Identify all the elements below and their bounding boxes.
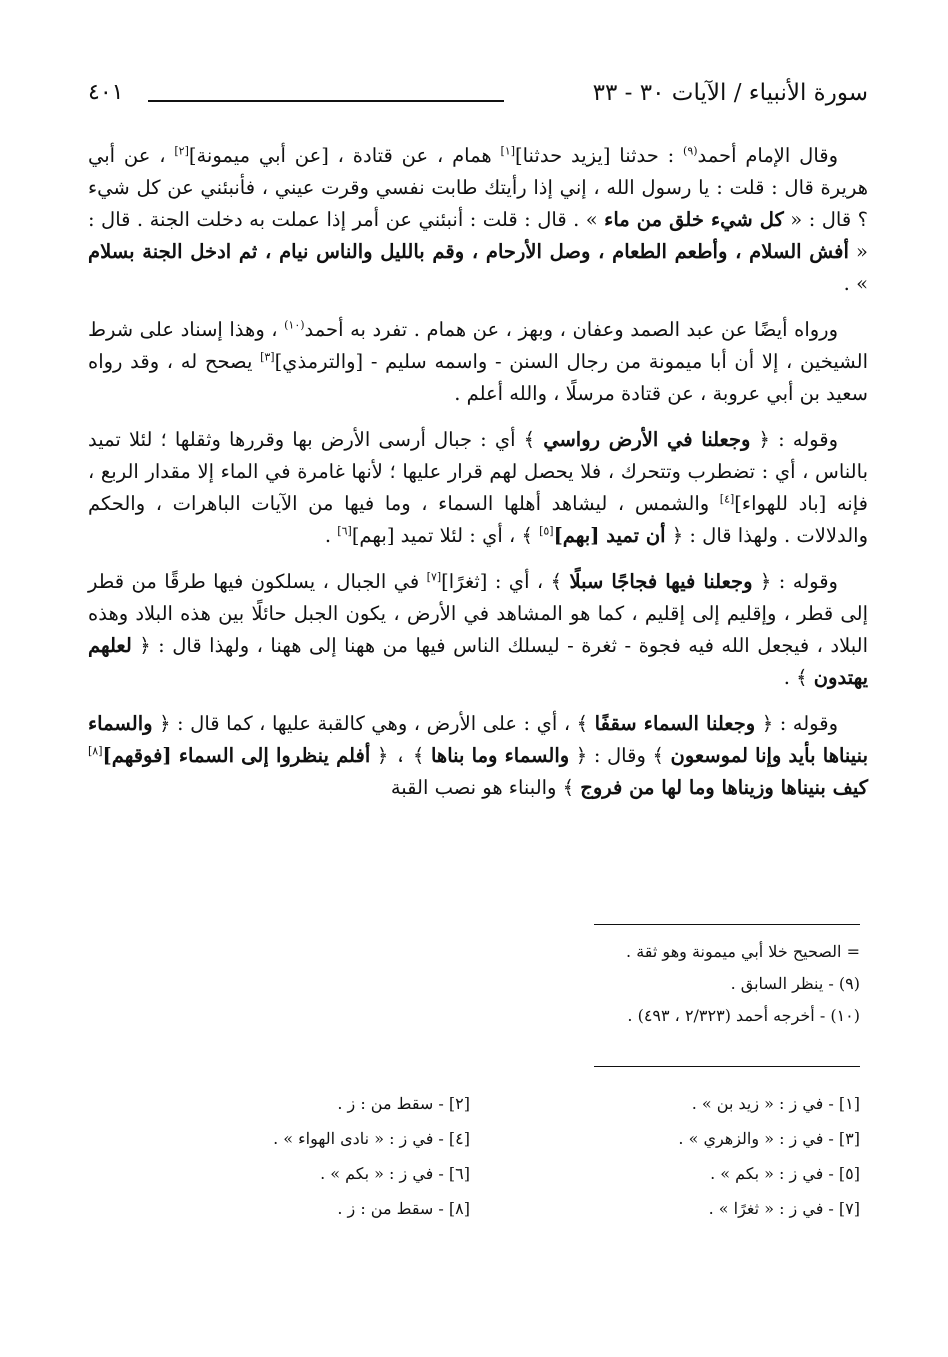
footnote-ref: (٩)	[683, 144, 698, 158]
text-span: ﴾ ، أي : [ثغرًا]	[441, 570, 570, 593]
footnote-line: (٩) - ينظر السابق .	[730, 974, 860, 993]
footnotes	[80, 936, 860, 1032]
text-span: يصحح له ، وقد رواه سعيد بن أبي عروبة ، عن قتادة مرسلًا ، والله أعلم .	[88, 350, 868, 405]
text-span: : حدثنا [يزيد حدثنا]	[515, 144, 684, 167]
quran-quote: لعلهم يهتدون	[88, 634, 868, 689]
variant-ref: [٣]	[260, 350, 275, 364]
variant-ref: [٤]	[719, 492, 735, 506]
text-span: ﴾ ، ﴿	[370, 744, 431, 767]
text-span: ﴾ .	[783, 666, 814, 689]
page-number: ٤٠١	[88, 80, 124, 105]
variant-note: [٧] - في ز : « ثغرًا » .	[708, 1199, 860, 1218]
variant-ref: [٥]	[539, 524, 554, 538]
text-span: » . قال : قلت : أنبئني عن أمر إذا عملت به دخلت الجنة . قال : «	[88, 208, 868, 263]
footnote-ref: (١٠)	[284, 318, 305, 332]
variants-rule	[594, 1066, 860, 1067]
hadith-quote: أفش السلام ، وأطعم الطعام ، وصل الأرحام ، وقم بالليل والناس نيام ، ثم ادخل الجنة بسلام	[88, 240, 849, 263]
quran-quote: كيف بنيناها وزيناها وما لها من فروج	[580, 776, 868, 799]
footnotes-rule	[594, 924, 860, 925]
text-span: ورواه أيضًا عن عبد الصمد وعفان ، وبهز ، عن همام . تفرد به أحمد	[304, 318, 838, 341]
text-span: ﴾ وقال : ﴿	[569, 744, 671, 767]
text-span: وقال الإمام أحمد	[697, 144, 839, 167]
text-span: وقوله : ﴿	[752, 570, 838, 593]
text-span: ﴾ أي : جبال أرسى الأرض بها وقررها وثقلها ؛ لئلا تميد بالناس ، أي : تضطرب وتتحرك ، فلا يحصل لهم قرار عليها ؛ لأنها غامرة في الماء إلا مقدار الربع ، فإنه [باد للهواء]	[88, 428, 868, 515]
text-span: همام ، عن قتادة ، [عن أبي ميمونة]	[188, 144, 501, 167]
page-header	[88, 80, 868, 120]
hadith-quote: كل شيء خلق من ماء	[604, 208, 784, 231]
surah-title: سورة الأنبياء / الآيات ٣٠ - ٣٣	[592, 80, 868, 106]
text-span: في الجبال ، يسلكون فيها طرقًا من قطر إلى قطر ، وإقليم إلى إقليم ، كما هو المشاهد في الأرض ، يكون الجبل حائلًا بين هذه البلاد وهذه البلاد ، فيجعل الله فيه فجوة - ثغرة - ليسلك الناس فيها من ههنا إلى ههنا ، ولهذا قال : ﴿	[88, 570, 868, 657]
quran-quote: وجعلنا في الأرض رواسي	[543, 428, 751, 451]
variant-row	[80, 1156, 860, 1191]
text-span: ، وهذا إسناد على شرط الشيخين ، إلا أن أبا ميمونة من رجال السنن - واسمه سليم - [والترمذي]	[88, 318, 868, 373]
variant-ref: [١]	[500, 144, 515, 158]
variant-note: [٥] - في ز : « بكم » .	[710, 1164, 860, 1183]
paragraph-hadith	[88, 140, 868, 300]
text-span: ﴾ ، أي : لئلا تميد [بهم]	[351, 524, 540, 547]
paragraph-isnad	[88, 314, 868, 410]
variant-note: [٤] - في ز : « نادى الهواء » .	[273, 1129, 470, 1148]
variant-ref: [٨]	[88, 744, 103, 758]
paragraph-sky	[88, 708, 868, 804]
variant-note: [٨] - سقط من : ز .	[337, 1199, 470, 1218]
main-text	[88, 140, 868, 818]
paragraph-mountains	[88, 424, 868, 552]
quran-quote: والسماء وما بناها	[430, 744, 570, 767]
variant-note: [٣] - في ز : « والزهري » .	[678, 1129, 860, 1148]
variant-ref: [٧]	[426, 570, 442, 584]
variant-note: [٢] - سقط من : ز .	[337, 1094, 470, 1113]
variant-note: [٦] - في ز : « بكم » .	[320, 1164, 470, 1183]
text-span: » .	[843, 272, 868, 295]
variant-row	[80, 1191, 860, 1226]
variant-ref: [٢]	[174, 144, 189, 158]
text-span: وقوله : ﴿	[750, 428, 838, 451]
variant-row	[80, 1086, 860, 1121]
variant-row	[80, 1121, 860, 1156]
text-span: والشمس ، ليشاهد أهلها السماء ، وما فيها من الآيات الباهرات ، والحكم والدلالات . ولهذا قال : ﴿	[88, 492, 868, 547]
manuscript-variants	[80, 1086, 860, 1226]
header-rule	[148, 100, 504, 102]
quran-quote: وجعلنا فيها فجاجًا سبلًا	[569, 570, 753, 593]
quran-quote: أفلم ينظروا إلى السماء [فوقهم]	[102, 744, 371, 767]
text-span: ﴾ والبناء هو نصب القبة	[390, 776, 581, 799]
quran-quote: وجعلنا السماء سقفًا	[594, 712, 756, 735]
text-span: ﴾ ، أي : على الأرض ، وهي كالقبة عليها ، كما قال : ﴿	[152, 712, 595, 735]
variant-note: [١] - في ز : « زيد بن » .	[691, 1094, 860, 1113]
footnote-line: = الصحيح خلا أبي ميمونة وهو ثقة .	[626, 942, 860, 961]
quran-quote: والسماء بنيناها بأيد وإنا لموسعون	[88, 712, 868, 767]
paragraph-paths	[88, 566, 868, 694]
variant-ref: [٦]	[337, 524, 352, 538]
footnote-line: (١٠) - أخرجه أحمد (٢/٣٢٣ ، ٤٩٣) .	[627, 1006, 860, 1025]
text-span: وقوله : ﴿	[755, 712, 838, 735]
quran-quote: أن تميد [بهم]	[553, 524, 666, 547]
text-span: ، عن أبي هريرة قال : قلت : يا رسول الله ، إني إذا رأيتك طابت نفسي وقرت عيني ، فأنبئني عن كل شيء ؟ قال : «	[88, 144, 868, 231]
text-span: .	[324, 524, 338, 547]
